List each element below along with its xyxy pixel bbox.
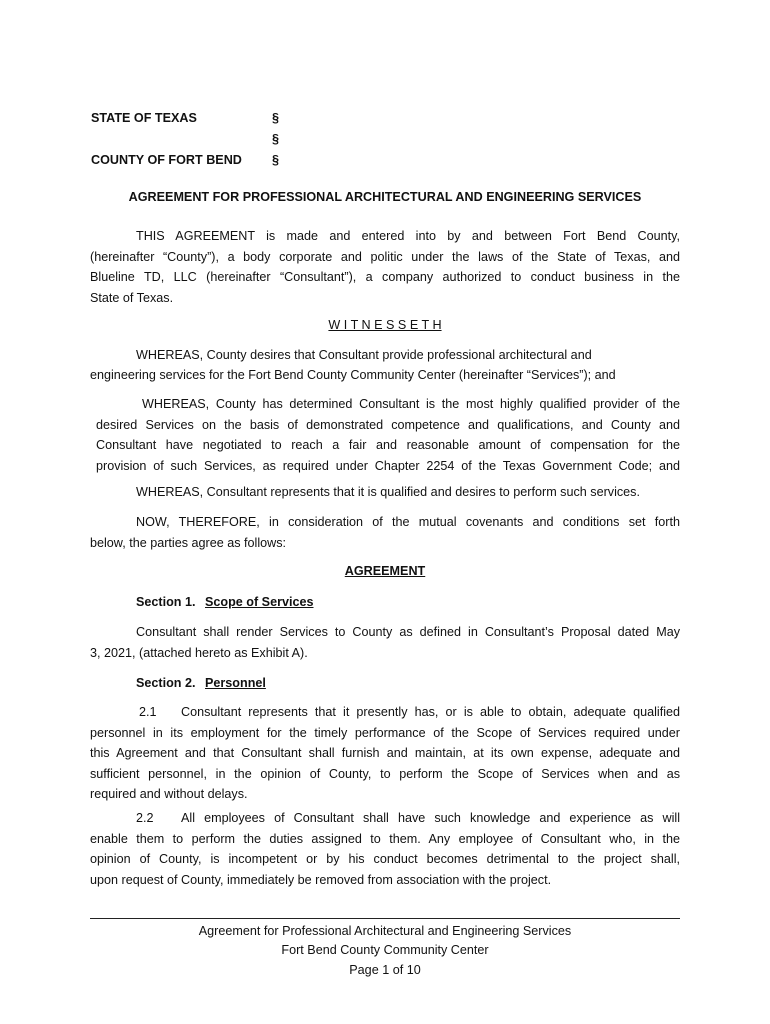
- footer-subtitle: Fort Bend County Community Center: [281, 943, 489, 957]
- intro-line: State of Texas.: [90, 290, 174, 305]
- section-symbol: §: [272, 132, 280, 146]
- whereas-line: provision of such Services, as required under Chapter 2254 of the Texas Government Code; and: [96, 459, 680, 474]
- footer-title: Agreement for Professional Architectural and Engineering Services: [198, 924, 572, 938]
- section-number: Section 2.: [136, 676, 196, 690]
- section-line: personnel in its employment for the timely performance of the Scope of Services required under: [90, 725, 680, 740]
- section-line: Consultant shall render Services to County as defined in Consultant’s Proposal dated May: [136, 625, 680, 639]
- page-number: Page 1 of 10: [349, 963, 421, 977]
- now-therefore-line: NOW, THEREFORE, in consideration of the mutual covenants and conditions set forth: [136, 515, 680, 529]
- section-line: enable them to perform the duties assigned to them. Any employee of Consultant who, in the: [90, 831, 680, 846]
- whereas-line: WHEREAS, County has determined Consultant is the most highly qualified provider of the: [142, 397, 680, 411]
- intro-line: THIS AGREEMENT is made and entered into by and between Fort Bend County,: [136, 229, 680, 243]
- whereas-paragraph-2: [96, 394, 680, 477]
- section-symbol: §: [272, 153, 280, 167]
- section-line: opinion of County, is incompetent or by his conduct becomes detrimental to the project shall,: [90, 852, 680, 866]
- section-line: upon request of County, immediately be removed from association with the project.: [90, 872, 552, 887]
- whereas-line: WHEREAS, County desires that Consultant provide professional architectural and: [136, 348, 592, 362]
- now-therefore-line: below, the parties agree as follows:: [90, 535, 287, 550]
- section-1-text: [90, 622, 680, 663]
- whereas-line: desired Services on the basis of demonstrated competence and qualifications, and County and: [96, 417, 680, 432]
- section-line: sufficient personnel, in the opinion of County, to perform the Scope of Services when and as: [90, 766, 680, 781]
- whereas-paragraph-3: WHEREAS, Consultant represents that it is qualified and desires to perform such services.: [136, 485, 640, 499]
- section-line: Consultant represents that it presently has, or is able to obtain, adequate qualified: [181, 705, 680, 719]
- footer-divider: [90, 918, 680, 919]
- intro-line: (hereinafter “County”), a body corporate and politic under the laws of the State of Texas, and: [90, 249, 680, 264]
- intro-line: Blueline TD, LLC (hereinafter “Consultant”), a company authorized to conduct business in the: [90, 270, 680, 284]
- section-line: this Agreement and that Consultant shall furnish and maintain, at its own expense, adequate and: [90, 746, 680, 760]
- section-2-1-text: [90, 702, 680, 805]
- whereas-line: engineering services for the Fort Bend County Community Center (hereinafter “Services”); and: [90, 368, 616, 382]
- whereas-paragraph-1: [90, 345, 680, 385]
- section-1-heading: [136, 594, 314, 611]
- now-therefore-paragraph: [90, 512, 680, 553]
- agreement-heading: AGREEMENT: [344, 564, 426, 578]
- section-line: required and without delays.: [90, 787, 248, 801]
- subsection-number: 2.1: [139, 705, 157, 719]
- section-line: 3, 2021, (attached hereto as Exhibit A).: [90, 645, 308, 660]
- section-symbol: §: [272, 111, 280, 125]
- caption-county: COUNTY OF FORT BEND: [91, 153, 242, 167]
- section-title: Scope of Services: [205, 595, 314, 609]
- intro-paragraph: [90, 226, 680, 308]
- section-title: Personnel: [205, 676, 266, 690]
- subsection-number: 2.2: [136, 811, 154, 825]
- section-2-heading: [136, 675, 266, 692]
- whereas-line: Consultant have negotiated to reach a fair and reasonable amount of compensation for the: [96, 438, 680, 453]
- section-line: All employees of Consultant shall have such knowledge and experience as will: [181, 811, 680, 825]
- section-number: Section 1.: [136, 595, 196, 609]
- caption-state: STATE OF TEXAS: [91, 111, 197, 125]
- document-title: AGREEMENT FOR PROFESSIONAL ARCHITECTURAL AND ENGINEERING SERVICES: [128, 190, 642, 204]
- section-2-2-text: [90, 808, 680, 890]
- witnesseth-heading: W I T N E S S E T H: [328, 318, 442, 332]
